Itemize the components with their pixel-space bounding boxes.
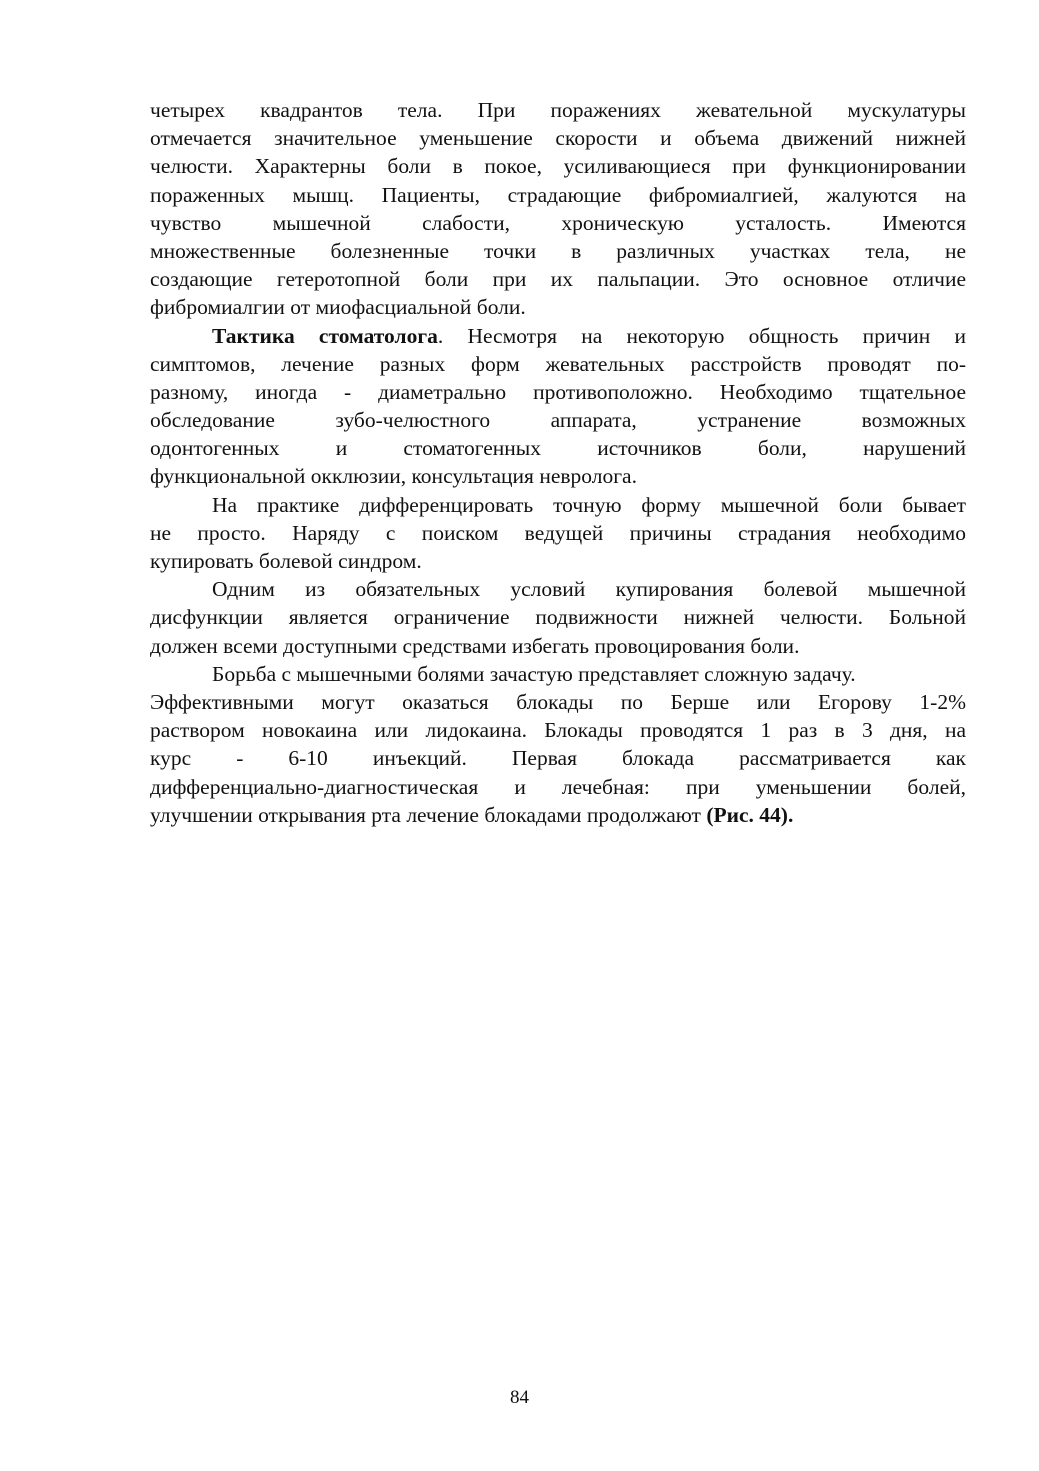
page-body xyxy=(150,96,966,829)
text-line: не просто. Наряду с поиском ведущей причины страдания необходимо xyxy=(150,520,966,545)
section-heading-inline: Тактика стоматолога xyxy=(212,323,438,348)
text-line xyxy=(150,322,966,350)
text-line: создающие гетеротопной боли при их пальпации. Это основное отличие xyxy=(150,267,966,292)
text-line: дифференциально-диагностическая и лечебная: при уменьшении болей, xyxy=(150,774,966,799)
text-line: одонтогенных и стоматогенных источников боли, нарушений xyxy=(150,436,966,461)
text-line: На практике дифференцировать точную форму мышечной боли бывает xyxy=(212,492,966,517)
text-line: чувство мышечной слабости, хроническую усталость. Имеются xyxy=(150,210,966,235)
paragraph-3 xyxy=(150,491,966,576)
text-fragment: . Несмотря на некоторую общность причин и xyxy=(437,323,966,348)
text-line: челюсти. Характерны боли в покое, усиливающиеся при функционировании xyxy=(150,154,966,179)
text-line: фибромиалгии от миофасциальной боли. xyxy=(150,295,526,320)
text-line: Борьба с мышечными болями зачастую представляет сложную задачу. xyxy=(212,661,856,686)
text-line: четырех квадрантов тела. При поражениях жевательной мускулатуры xyxy=(150,98,966,122)
text-line: Одним из обязательных условий купирования болевой мышечной xyxy=(212,577,966,602)
paragraph-2 xyxy=(150,322,966,491)
text-line: разному, иногда - диаметрально противоположно. Необходимо тщательное xyxy=(150,379,966,404)
text-line: Эффективными могут оказаться блокады по Берше или Егорову 1-2% xyxy=(150,689,966,714)
text-line: отмечается значительное уменьшение скорости и объема движений нижней xyxy=(150,126,966,151)
text-line: курс - 6-10 инъекций. Первая блокада рассматривается как xyxy=(150,746,966,771)
text-line: купировать болевой синдром. xyxy=(150,549,422,573)
text-line: симптомов, лечение разных форм жевательных расстройств проводят по- xyxy=(150,351,966,376)
figure-reference: (Рис. 44). xyxy=(706,802,794,827)
paragraph-5 xyxy=(150,660,966,829)
text-line: раствором новокаина или лидокаина. Блокады проводятся 1 раз в 3 дня, на xyxy=(150,718,966,743)
text-line: обследование зубо-челюстного аппарата, устранение возможных xyxy=(150,408,966,433)
page-number: 84 xyxy=(510,1387,529,1408)
text-line: должен всеми доступными средствами избегать провоцирования боли. xyxy=(150,633,800,658)
paragraph-4 xyxy=(150,575,966,660)
text-line: пораженных мышц. Пациенты, страдающие фибромиалгией, жалуются на xyxy=(150,182,966,207)
text-line: функциональной окклюзии, консультация невролога. xyxy=(150,464,637,489)
text-fragment: улучшении открывания рта лечение блокадами продолжают xyxy=(150,802,707,827)
text-line: дисфункции является ограничение подвижности нижней челюсти. Больной xyxy=(150,605,966,630)
text-line xyxy=(150,801,966,829)
paragraph-1 xyxy=(150,96,966,322)
text-line: множественные болезненные точки в различных участках тела, не xyxy=(150,238,966,263)
